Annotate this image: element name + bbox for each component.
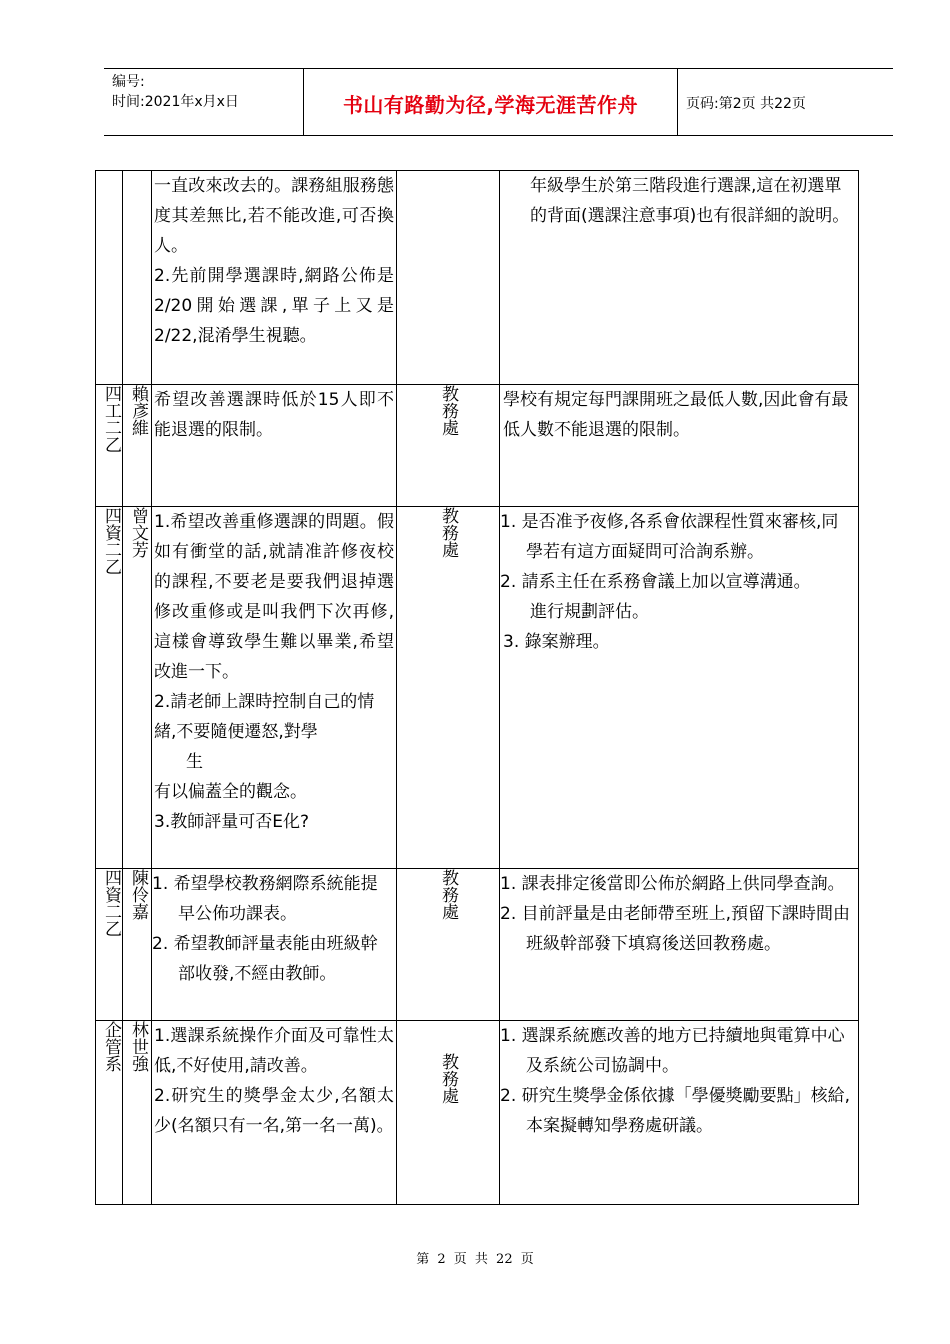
response-text: 2. 目前評量是由老師帶至班上,預留下課時間由班級幹部發下填寫後送回教務處。 (500, 904, 851, 954)
table-row (96, 385, 859, 507)
suggestion-cell (152, 1021, 397, 1205)
suggestion-cell (152, 171, 397, 385)
feedback-table (95, 170, 859, 1205)
name-cell (123, 385, 152, 507)
response-cell (500, 171, 859, 385)
suggestion-text: 一直改來改去的。課務組服務態度其差無比,若不能改進,可否換人。 (154, 176, 394, 256)
suggestion-text: 生 (186, 752, 203, 772)
unit-cell (397, 1021, 500, 1205)
response-cell (500, 507, 859, 869)
student-name: 賴彥維 (128, 385, 148, 436)
suggestion-text: 希望改善選課時低於15人即不能退選的限制。 (154, 390, 394, 440)
class-cell (96, 385, 123, 507)
unit-label: 教務處 (438, 385, 458, 436)
class-label: 四工二乙 (101, 385, 121, 453)
response-text: 1. 課表排定後當即公佈於網路上供同學查詢。 (500, 874, 845, 894)
name-cell (123, 171, 152, 385)
suggestion-text: 2.請老師上課時控制自己的情緒,不要隨便遷怒,對學 (154, 692, 375, 742)
suggestion-text: 3.教師評量可否E化? (154, 812, 309, 832)
class-label: 企管系 (101, 1021, 121, 1072)
suggestion-text: 1. 希望學校教務網際系統能提早公佈功課表。 (152, 874, 378, 924)
table-row (96, 869, 859, 1021)
suggestion-cell (152, 385, 397, 507)
suggestion-text: 2. 希望教師評量表能由班級幹部收發,不經由教師。 (152, 934, 378, 984)
unit-label: 教務處 (438, 507, 458, 558)
table-row (96, 1021, 859, 1205)
response-cell (500, 1021, 859, 1205)
table-row (96, 171, 859, 385)
unit-label: 教務處 (438, 1053, 458, 1104)
response-text: 進行規劃評估。 (530, 602, 649, 622)
student-name: 陳伶嘉 (128, 869, 148, 920)
class-label: 四資二乙 (101, 507, 121, 575)
header-meta (112, 72, 239, 112)
name-cell (123, 1021, 152, 1205)
header-top-rule (104, 68, 893, 69)
unit-label: 教務處 (438, 869, 458, 920)
unit-cell (397, 385, 500, 507)
response-text: 1. 是否准予夜修,各系會依課程性質來審核,同學若有這方面疑問可洽詢系辦。 (500, 512, 839, 562)
suggestion-cell (152, 869, 397, 1021)
number-label: 编号: (112, 74, 145, 90)
response-text: 學校有規定每門課開班之最低人數,因此會有最低人數不能退選的限制。 (503, 390, 849, 440)
header-page-number: 页码:第2页 共22页 (686, 96, 806, 112)
page-footer: 第 2 页 共 22 页 (416, 1252, 534, 1267)
response-text: 年級學生於第三階段進行選課,這在初選單的背面(選課注意事項)也有很詳細的說明。 (530, 176, 850, 226)
class-cell (96, 171, 123, 385)
header-divider-2 (677, 68, 678, 135)
table-row (96, 507, 859, 869)
suggestion-text: 1.希望改善重修選課的問題。假如有衝堂的話,就請准許修夜校的課程,不要老是要我們退掉選修改重修或是叫我們下次再修,這樣會導致學生難以畢業,希望改進一下。 (154, 512, 394, 682)
unit-cell (397, 171, 500, 385)
response-cell (500, 385, 859, 507)
header-divider-1 (303, 68, 304, 135)
unit-cell (397, 507, 500, 869)
response-text: 3. 錄案辦理。 (503, 632, 610, 652)
time-label: 时间:2021年x月x日 (112, 94, 239, 110)
student-name: 曾文芳 (128, 507, 148, 558)
suggestion-text: 有以偏蓋全的觀念。 (154, 782, 307, 802)
class-label: 四資二乙 (101, 869, 121, 937)
name-cell (123, 507, 152, 869)
header-bottom-rule (104, 135, 893, 136)
student-name: 林世強 (128, 1021, 148, 1072)
response-text: 2. 研究生獎學金係依據「學優獎勵要點」核給,本案擬轉知學務處研議。 (500, 1086, 851, 1136)
suggestion-text: 2.先前開學選課時,網路公佈是2/20開始選課,單子上又是2/22,混淆學生視聽。 (154, 266, 394, 346)
response-text: 2. 請系主任在系務會議上加以宣導溝通。 (500, 572, 811, 592)
suggestion-text: 2.研究生的獎學金太少,名額太少(名額只有一名,第一名一萬)。 (154, 1086, 394, 1136)
suggestion-cell (152, 507, 397, 869)
header-motto: 书山有路勤为径,学海无涯苦作舟 (342, 93, 639, 117)
unit-cell (397, 869, 500, 1021)
suggestion-text: 1.選課系統操作介面及可靠性太低,不好使用,請改善。 (154, 1026, 394, 1076)
class-cell (96, 869, 123, 1021)
response-text: 1. 選課系統應改善的地方已持續地與電算中心及系統公司協調中。 (500, 1026, 845, 1076)
response-cell (500, 869, 859, 1021)
class-cell (96, 507, 123, 869)
class-cell (96, 1021, 123, 1205)
name-cell (123, 869, 152, 1021)
